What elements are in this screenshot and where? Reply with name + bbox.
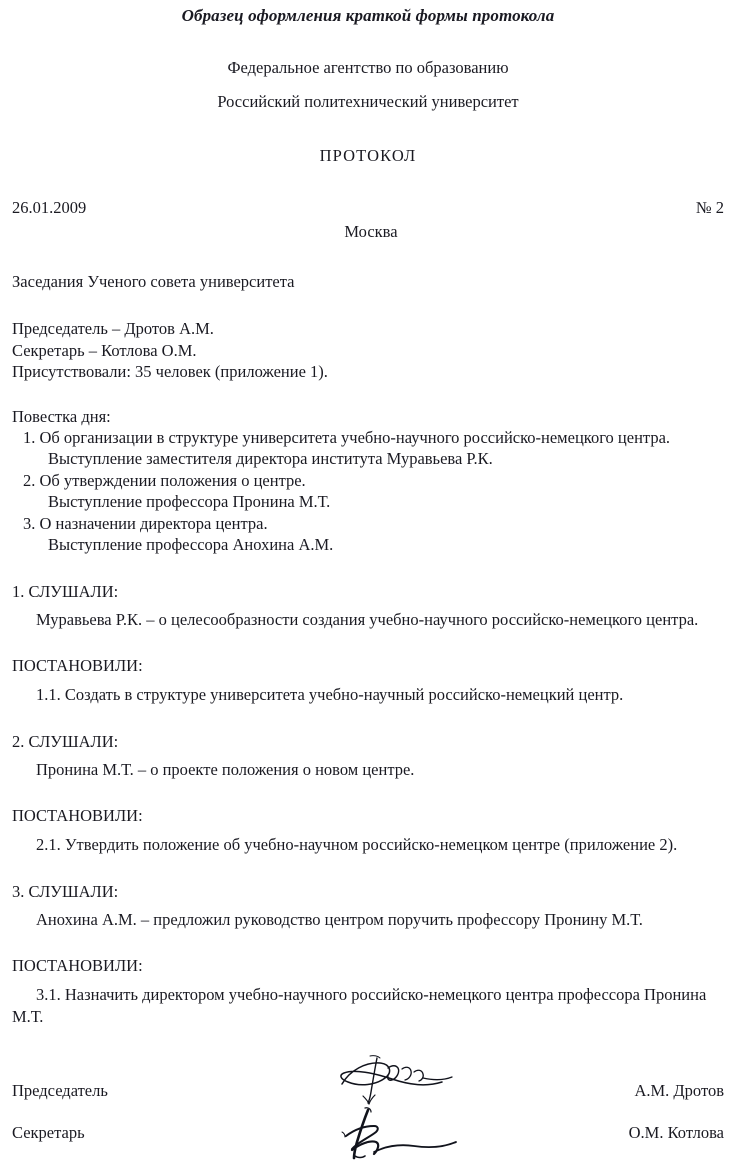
agenda-item-number: 1. xyxy=(23,427,36,447)
document-type-heading: ПРОТОКОЛ xyxy=(319,146,417,165)
agenda-item-speaker: Выступление заместителя директора института Муравьева Р.К. xyxy=(48,449,493,468)
heard-heading: 2. СЛУШАЛИ: xyxy=(12,731,119,751)
handwritten-signature-icon xyxy=(330,1106,470,1162)
resolved-heading: ПОСТАНОВИЛИ: xyxy=(12,955,143,975)
agenda-item-speaker: Выступление профессора Пронина М.Т. xyxy=(48,492,331,511)
agenda-item-topic: Об утверждении положения о центре. xyxy=(39,470,306,490)
participant-secretary: Секретарь – Котлова О.М. xyxy=(12,340,197,360)
resolved-heading: ПОСТАНОВИЛИ: xyxy=(12,805,143,825)
protocol-section xyxy=(0,706,736,856)
participant-attendees: Присутствовали: 35 человек (приложение 1). xyxy=(12,362,328,381)
resolved-heading: ПОСТАНОВИЛИ: xyxy=(12,655,143,675)
agenda-item-topic-line xyxy=(12,470,724,492)
participant-chairman: Председатель – Дротов А.М. xyxy=(12,319,214,338)
agenda-heading: Повестка дня: xyxy=(12,406,111,426)
heard-heading: 3. СЛУШАЛИ: xyxy=(12,881,119,901)
document-subject: Заседания Ученого совета университета xyxy=(12,272,295,291)
document-meta-row xyxy=(0,166,736,218)
agenda-item-speaker: Выступление профессора Анохина А.М. xyxy=(48,535,334,554)
agenda-item-number: 3. xyxy=(23,513,36,533)
signature-role-chairman: Председатель xyxy=(12,1080,108,1100)
signature-block xyxy=(0,1028,736,1154)
document-number: № 2 xyxy=(695,198,724,217)
organization-line-2: Российский политехнический университет xyxy=(217,92,519,111)
resolved-body: 2.1. Утвердить положение об учебно-научном российско-немецком центре (приложение 2). xyxy=(36,834,678,854)
protocol-section xyxy=(0,556,736,706)
heard-body: Анохина А.М. – предложил руководство центром поручить профессору Пронину М.Т. xyxy=(36,909,643,929)
participants-block xyxy=(0,292,736,383)
agenda-list xyxy=(0,427,736,556)
protocol-section xyxy=(0,856,736,1028)
agenda-item-topic: О назначении директора центра. xyxy=(39,513,268,533)
heard-body: Пронина М.Т. – о проекте положения о новом центре. xyxy=(36,759,415,779)
agenda-item xyxy=(12,470,724,513)
signature-role-secretary: Секретарь xyxy=(12,1122,85,1142)
document-date: 26.01.2009 xyxy=(12,198,87,217)
resolved-body: 3.1. Назначить директором учебно-научного российско-немецкого центра профессора Пронина М.Т. xyxy=(12,984,707,1026)
document-city: Москва xyxy=(344,222,398,241)
page-title: Образец оформления краткой формы протокола xyxy=(181,6,555,25)
signature-name-secretary: О.М. Котлова xyxy=(628,1122,724,1142)
heard-body: Муравьева Р.К. – о целесообразности создания учебно-научного российско-немецкого центра. xyxy=(36,609,699,629)
agenda-item-topic: Об организации в структуре университета учебно-научного российско-немецкого центра. xyxy=(39,427,671,447)
resolved-body: 1.1. Создать в структуре университета учебно-научный российско-немецкий центр. xyxy=(36,684,624,704)
agenda-item-number: 2. xyxy=(23,470,36,490)
heard-heading: 1. СЛУШАЛИ: xyxy=(12,581,119,601)
agenda-item-topic-line xyxy=(12,513,724,535)
signature-row-secretary xyxy=(12,1112,724,1154)
signature-row-chairman xyxy=(12,1070,724,1112)
signature-name-chairman: А.М. Дротов xyxy=(634,1080,724,1100)
organization-line-1: Федеральное агентство по образованию xyxy=(227,58,509,77)
agenda-item xyxy=(12,427,724,470)
agenda-item xyxy=(12,513,724,556)
agenda-item-topic-line xyxy=(12,427,724,449)
